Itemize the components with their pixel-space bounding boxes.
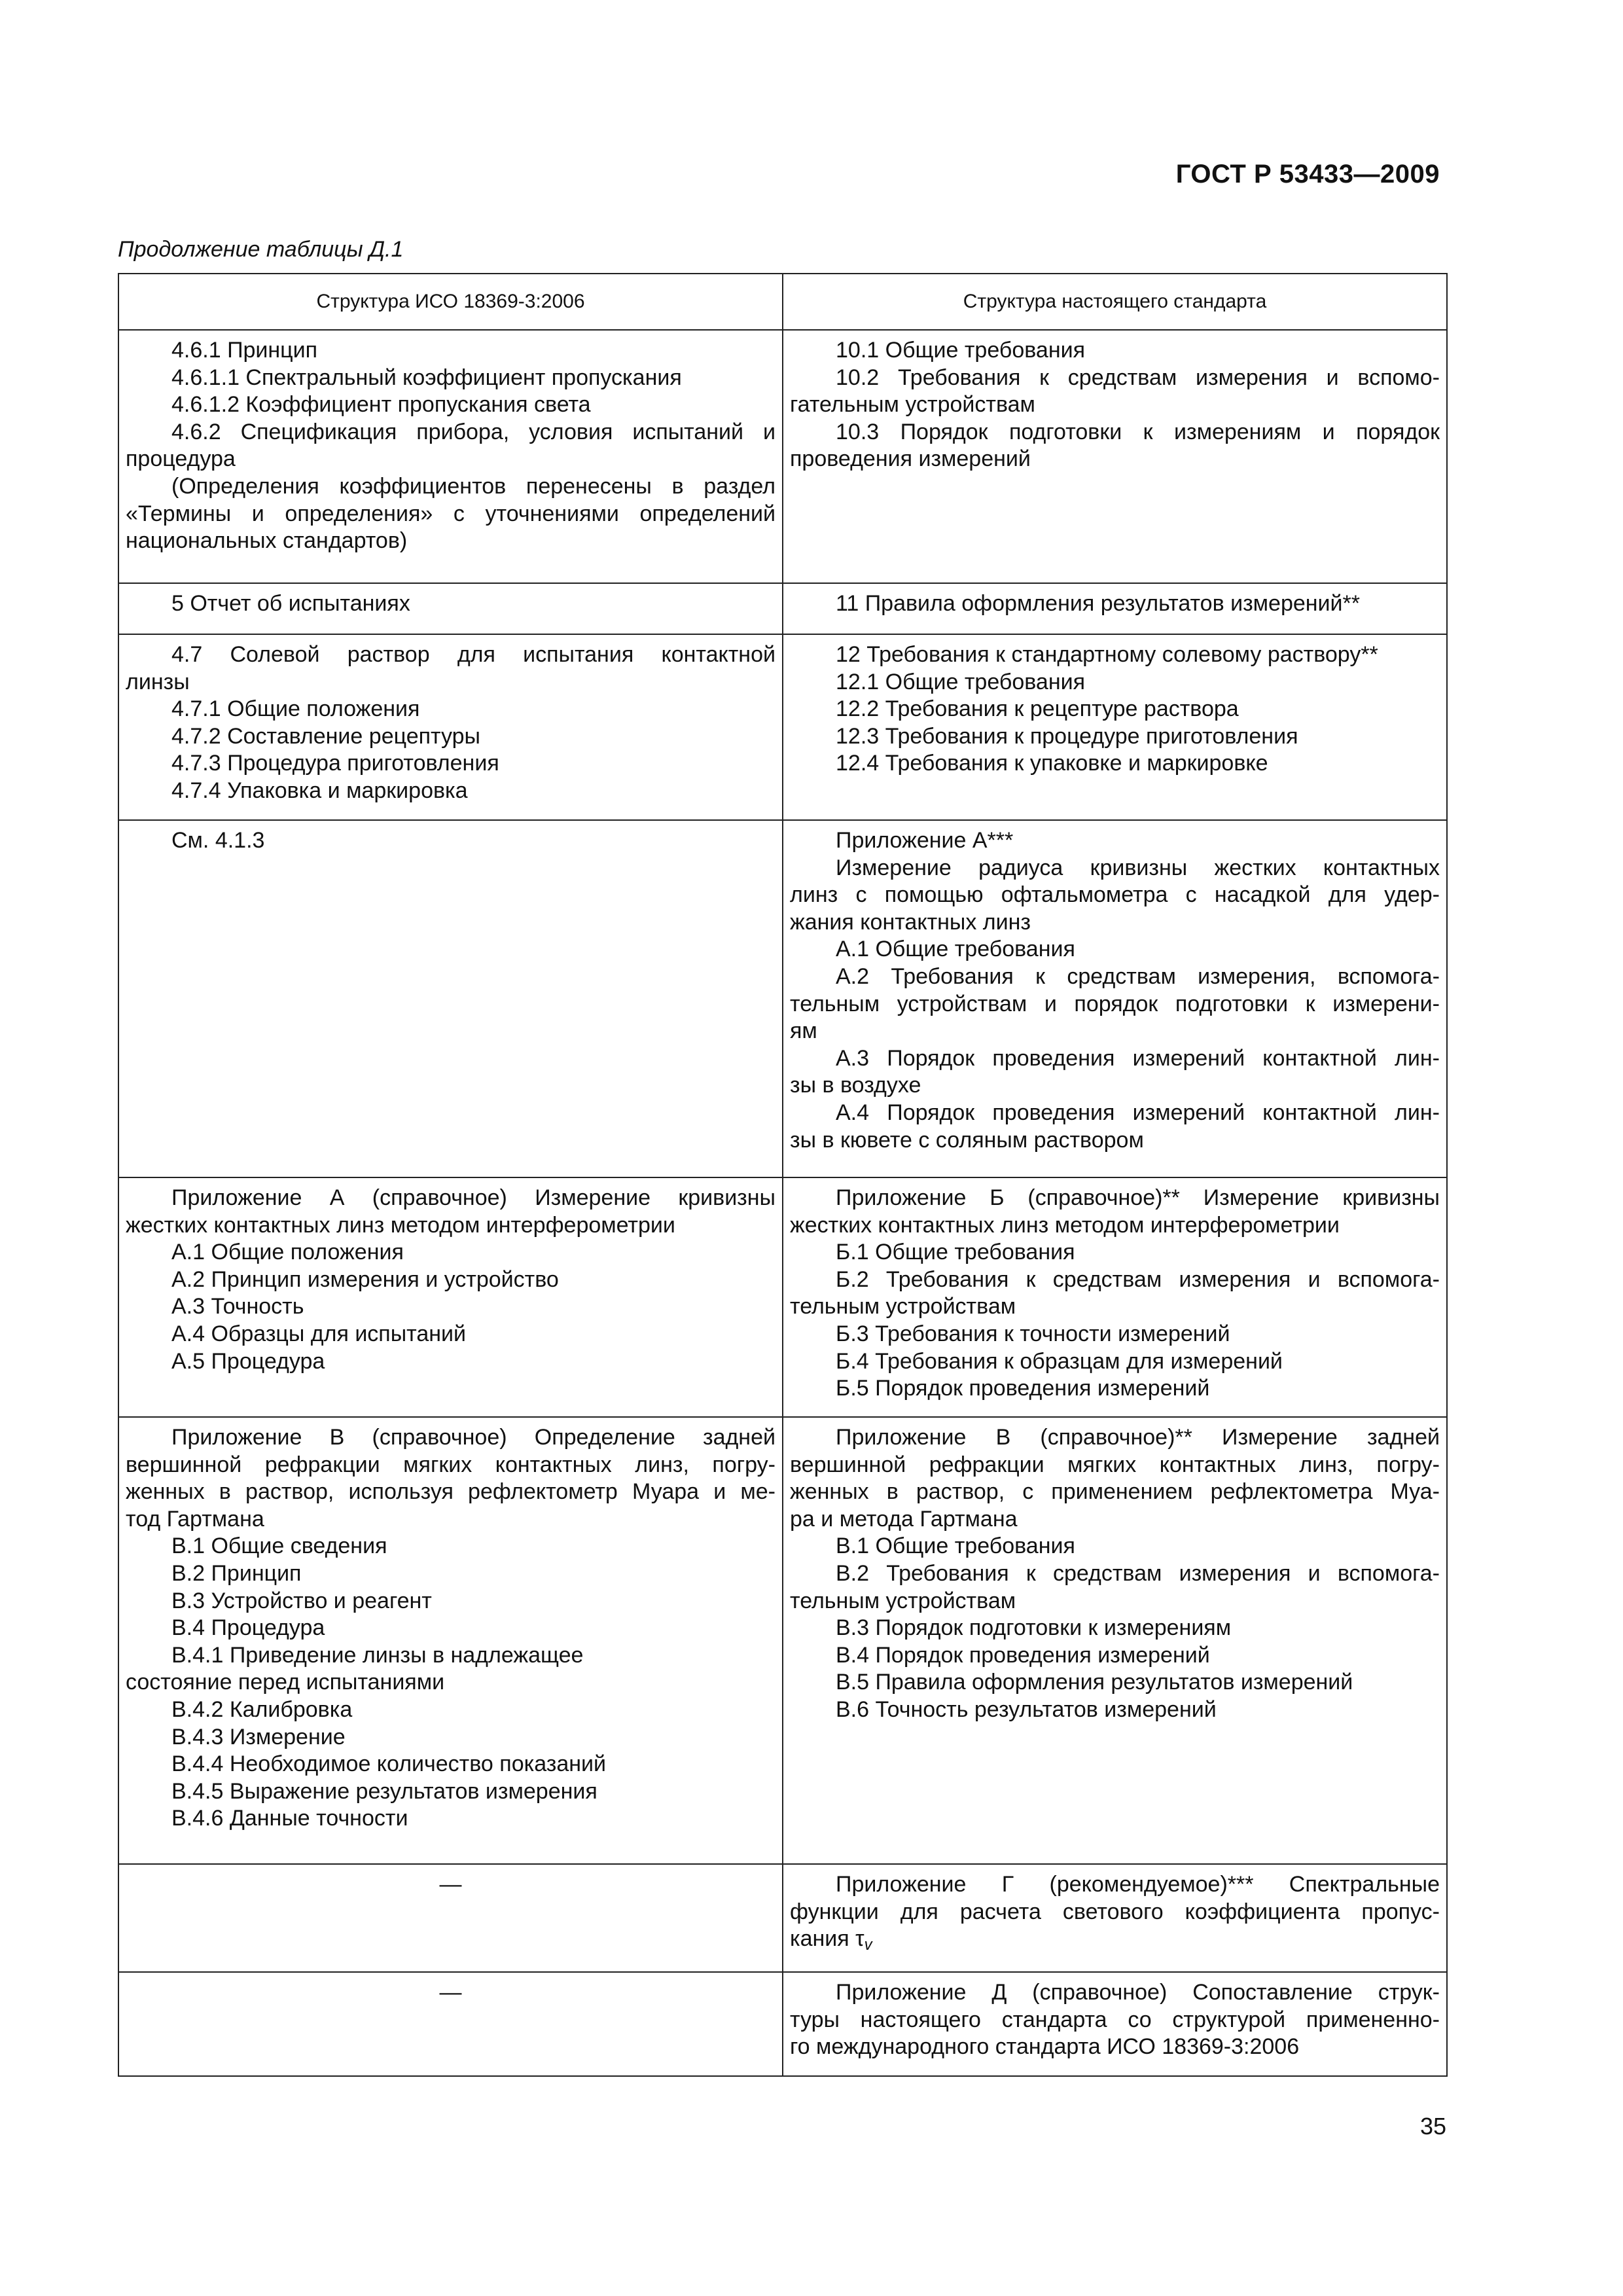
table-row: [118, 1972, 1447, 2076]
text-line: А.1 Общие положения: [171, 1240, 404, 1265]
text-line: Приложение В (справочное) Определение задней: [171, 1425, 776, 1450]
text-line: См. 4.1.3: [171, 828, 265, 853]
text-line: В.4 Порядок проведения измерений: [836, 1642, 1210, 1668]
cell-iso: [118, 583, 783, 634]
text-line: ра и метода Гартмана: [790, 1506, 1018, 1532]
text-line: 12.4 Требования к упаковке и маркировке: [836, 751, 1268, 776]
table-row: [118, 820, 1447, 1177]
text-line: А.2 Принцип измерения и устройство: [171, 1266, 559, 1292]
text-line: Б.1 Общие требования: [836, 1240, 1075, 1265]
text-line: В.5 Правила оформления результатов измерений: [836, 1670, 1353, 1695]
text-line: [790, 1926, 1440, 1959]
text-line: зы в кювете с соляным раствором: [790, 1127, 1144, 1153]
text-line: го международного стандарта ИСО 18369-3:2006: [790, 2034, 1300, 2060]
text-line: жестких контактных линз методом интерферометрии: [790, 1212, 1340, 1238]
text-line: проведения измерений: [790, 446, 1031, 472]
table-header-row: [118, 274, 1447, 330]
text-line: В.4.6 Данные точности: [171, 1806, 408, 1831]
text-line: А.2 Требования к средствам измерения, вспомога-: [836, 963, 1440, 989]
text-line: состояние перед испытаниями: [126, 1670, 445, 1695]
text-line: 10.1 Общие требования: [836, 338, 1086, 363]
table-row: [118, 634, 1447, 820]
text-line: тельным устройствам и порядок подготовки к измерени-: [790, 991, 1440, 1016]
cell-standard: [783, 1417, 1447, 1864]
text-line: А.4 Образцы для испытаний: [171, 1321, 467, 1346]
table-row: [118, 583, 1447, 634]
text-line: 11 Правила оформления результатов измерений**: [836, 591, 1360, 616]
text-line: Приложение А (справочное) Измерение кривизны: [171, 1185, 776, 1210]
text-line: женных в раствор, используя рефлектометр Муара и ме-: [126, 1479, 776, 1505]
text-line: 4.7.2 Составление рецептуры: [171, 723, 480, 749]
text-line: 12.3 Требования к процедуре приготовления: [836, 723, 1298, 749]
text-line: туры настоящего стандарта со структурой примененно-: [790, 2007, 1440, 2032]
text-line: 4.7.1 Общие положения: [171, 696, 420, 722]
text-line: жания контактных линз: [790, 909, 1031, 935]
text-line: (Определения коэффициентов перенесены в раздел: [171, 473, 776, 499]
text-line: процедура: [126, 446, 236, 472]
text-line: Приложение Д (справочное) Сопоставление струк-: [836, 1980, 1440, 2005]
text-line: тод Гартмана: [126, 1506, 264, 1532]
cell-iso: [118, 820, 783, 1177]
text-line: В.4 Процедура: [171, 1615, 325, 1641]
text-line: гательным устройствам: [790, 392, 1035, 418]
text-line: Приложение А***: [836, 828, 1014, 853]
table-row: [118, 1864, 1447, 1972]
cell-iso: [118, 330, 783, 583]
header-iso-structure: Структура ИСО 18369-3:2006: [118, 274, 783, 330]
text-line: 12 Требования к стандартному солевому раствору**: [836, 642, 1378, 667]
text-line: В.4.4 Необходимое количество показаний: [171, 1751, 607, 1777]
text-line: Б.2 Требования к средствам измерения и вспомога-: [836, 1266, 1440, 1292]
cell-standard: [783, 1864, 1447, 1972]
table-row: [118, 1177, 1447, 1417]
text-line: Приложение В (справочное)** Измерение задней: [836, 1425, 1440, 1450]
page-number: 35: [1419, 2113, 1446, 2140]
text-line: Б.3 Требования к точности измерений: [836, 1321, 1230, 1346]
text-line: Б.4 Требования к образцам для измерений: [836, 1348, 1283, 1374]
text-line: А.3 Точность: [171, 1294, 304, 1319]
text-line: жестких контактных линз методом интерферометрии: [126, 1212, 675, 1238]
text-line: В.4.1 Приведение линзы в надлежащее: [171, 1642, 584, 1668]
text-line: В.4.3 Измерение: [171, 1724, 346, 1749]
text-line: Б.5 Порядок проведения измерений: [836, 1376, 1210, 1401]
text-line: 4.6.1.1 Спектральный коэффициент пропускания: [171, 365, 682, 390]
header-standard-structure: Структура настоящего стандарта: [783, 274, 1447, 330]
text-line: женных в раствор, с применением рефлектометра Муа-: [790, 1479, 1440, 1505]
cell-standard: [783, 583, 1447, 634]
text-line: В.2 Требования к средствам измерения и вспомога-: [836, 1560, 1440, 1586]
text-line: В.4.5 Выражение результатов измерения: [171, 1778, 597, 1804]
cell-standard: [783, 330, 1447, 583]
text-line: вершинной рефракции мягких контактных линз, погру-: [126, 1452, 776, 1477]
text-line: В.1 Общие требования: [836, 1534, 1075, 1559]
text-fragment: кания τ: [790, 1926, 865, 1952]
text-line: Приложение Г (рекомендуемое)*** Спектральные: [836, 1872, 1440, 1897]
text-line: линз с помощью офтальмометра с насадкой для удер-: [790, 882, 1440, 908]
cell-iso: [118, 1417, 783, 1864]
text-line: национальных стандартов): [126, 528, 408, 554]
text-line: «Термины и определения» с уточнениями определений: [126, 501, 776, 526]
text-line: Приложение Б (справочное)** Измерение кривизны: [836, 1185, 1440, 1210]
text-line: ям: [790, 1018, 817, 1044]
correspondence-table: [118, 273, 1448, 2077]
text-line: 4.6.1.2 Коэффициент пропускания света: [171, 392, 591, 418]
text-line: 10.2 Требования к средствам измерения и вспомо-: [836, 365, 1440, 390]
cell-iso: [118, 1177, 783, 1417]
text-line: 4.7.4 Упаковка и маркировка: [171, 778, 468, 803]
text-line: 5 Отчет об испытаниях: [171, 591, 410, 616]
cell-iso: [118, 634, 783, 820]
text-line: В.3 Устройство и реагент: [171, 1588, 432, 1613]
text-line: зы в воздухе: [790, 1073, 921, 1098]
text-line: А.4 Порядок проведения измерений контактной лин-: [836, 1100, 1440, 1125]
text-line: 12.2 Требования к рецептуре раствора: [836, 696, 1239, 722]
text-line: А.1 Общие требования: [836, 937, 1075, 962]
text-line: 4.6.1 Принцип: [171, 338, 318, 363]
text-line: функции для расчета светового коэффициента пропус-: [790, 1899, 1440, 1924]
text-line: тельным устройствам: [790, 1294, 1016, 1319]
cell-iso: [118, 1972, 783, 2076]
text-line: 4.6.2 Спецификация прибора, условия испытаний и: [171, 419, 776, 444]
cell-standard: [783, 1972, 1447, 2076]
text-line: вершинной рефракции мягких контактных линз, погру-: [790, 1452, 1440, 1477]
text-line: Измерение радиуса кривизны жестких контактных: [836, 855, 1440, 880]
document-code: ГОСТ Р 53433—2009: [1175, 160, 1440, 188]
table-caption: Продолжение таблицы Д.1: [118, 237, 404, 262]
cell-iso: [118, 1864, 783, 1972]
text-line: В.4.2 Калибровка: [171, 1696, 353, 1722]
text-line: В.3 Порядок подготовки к измерениям: [836, 1615, 1232, 1641]
text-line: 4.7.3 Процедура приготовления: [171, 751, 499, 776]
text-line: В.1 Общие сведения: [171, 1534, 387, 1559]
cell-standard: [783, 634, 1447, 820]
text-line: 10.3 Порядок подготовки к измерениям и порядок: [836, 419, 1440, 444]
text-line: А.5 Процедура: [171, 1348, 325, 1374]
subscript: v: [864, 1936, 872, 1954]
table-row: [118, 330, 1447, 583]
cell-standard: [783, 820, 1447, 1177]
text-line: тельным устройствам: [790, 1588, 1016, 1613]
text-line: линзы: [126, 669, 190, 694]
empty-dash: —: [439, 1872, 462, 1897]
text-line: А.3 Порядок проведения измерений контактной лин-: [836, 1045, 1440, 1071]
text-line: 4.7 Солевой раствор для испытания контактной: [171, 642, 776, 667]
text-line: В.2 Принцип: [171, 1560, 302, 1586]
cell-standard: [783, 1177, 1447, 1417]
text-line: В.6 Точность результатов измерений: [836, 1696, 1217, 1722]
table-row: [118, 1417, 1447, 1864]
empty-dash: —: [439, 1980, 462, 2005]
text-line: 12.1 Общие требования: [836, 669, 1086, 694]
